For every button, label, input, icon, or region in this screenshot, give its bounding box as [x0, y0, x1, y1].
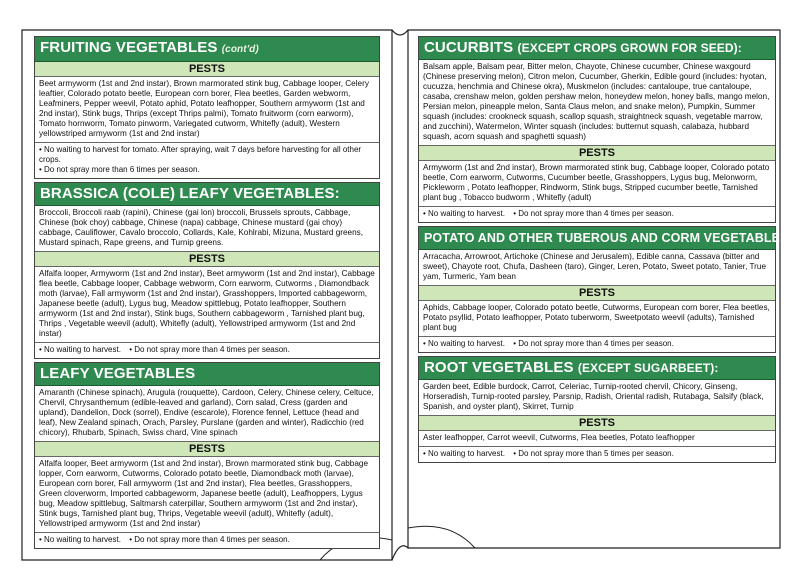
- note: • Do not spray more than 4 times per season.: [513, 339, 674, 348]
- pests-list: Armyworm (1st and 2nd instar), Brown marmorated stink bug, Cabbage looper, Colorado potato beetle, Corn earworm, Cutworms, Cucumber beetle, Grasshoppers, Lygus bug, Melonworm, Pickleworm , Potato leafhopper, Rindworm, Stink bugs, Stripped cucumber beetle, Tarnished plant bug , Tobacco budworm , Whitefly (adult): [419, 161, 775, 207]
- crop-list: Garden beet, Edible burdock, Carrot, Celeriac, Turnip-rooted chervil, Chicory, Ginseng, Horseradish, Turnip-rooted parsley, Parsnip, Radish, Oriental radish, Rutabaga, Salsify (black, Spanish, and oyster plant), Skirret, Turnip: [419, 380, 775, 416]
- crop-list: Balsam apple, Balsam pear, Bitter melon, Chayote, Chinese cucumber, Chinese waxgourd (Chinese preserving melon), Citron melon, Cucumber, Gherkin, Edible gourd (includes: hyotan, cucuzza, henchmia and Chinese okra), Muskmelon (includes: cantaloupe, true cantaloupe, casaba, crenshaw melon, golden pershaw melon, honeydew melon, honey balls, mango melon, Persian melon, pineapple melon, Santa Claus melon, and snake melon), Pumpkin, Summer squash (includes: crookneck squash, scallop squash, straightneck squash, vegetable marrow, and zucchini), Watermelon, Winter squash (includes: butternut squash, calabaza, hubbard squash, acorn squash and spaghetti squash): [419, 60, 775, 146]
- usage-notes: [419, 207, 775, 222]
- section-title: POTATO AND OTHER TUBEROUS AND CORM VEGETABLES:: [419, 227, 775, 250]
- pests-label: PESTS: [35, 252, 379, 267]
- note: • No waiting to harvest for tomato. After spraying, wait 7 days before harvesting for all other crops.: [39, 145, 362, 164]
- note: • No waiting to harvest.: [423, 449, 505, 458]
- spine-top: [392, 30, 408, 35]
- left-page: [34, 36, 380, 544]
- section-title: LEAFY VEGETABLES: [35, 363, 379, 386]
- note: • No waiting to harvest.: [39, 535, 121, 544]
- note: • No waiting to harvest.: [423, 209, 505, 218]
- note: • Do not spray more than 4 times per season.: [513, 209, 674, 218]
- usage-notes: [419, 447, 775, 462]
- pests-label: PESTS: [35, 62, 379, 77]
- note: • No waiting to harvest.: [423, 339, 505, 348]
- pests-list: Alfalfa looper, Armyworm (1st and 2nd instar), Beet armyworm (1st and 2nd instar), Cabbage flea beetle, Cabbage looper, Cabbage webworm, Corn earworm, Cutworms , Diamondback moth (larvae), Fall armyworm (1st and 2nd instar), Grasshoppers, Imported cabbageworm, Japanese beetle (adult), Lygus bug, Meadow spittlebug, Potato leafhopper, Southern armyworm (1st and 2nd instar), Stink bugs, Southern cabbageworm , Tarnished plant bug, Thrips , Vegetable weevil (adult), Whitefly (adult), Yellowstriped armyworm (1st and 2nd instar): [35, 267, 379, 343]
- right-page: [418, 36, 793, 476]
- crop-list: Broccoli, Broccoli raab (rapini), Chinese (gai lon) broccoli, Brussels sprouts, Cabbage, Chinese (bok choy) cabbage, Chinese (napa) cabbage, Chinese mustard (gai choy) cabbage, Cauliflower, Cavalo broccolo, Collards, Kale, Kohlrabi, Mizuna, Mustard greens, Mustard spinach, Rape greens, and Turnip greens.: [35, 206, 379, 252]
- note: • No waiting to harvest.: [39, 345, 121, 354]
- section-subtitle: (cont'd): [221, 44, 259, 55]
- note: • Do not spray more than 6 times per season.: [39, 165, 200, 174]
- pests-list: Aster leafhopper, Carrot weevil, Cutworms, Flea beetles, Potato leafhopper: [419, 431, 775, 447]
- brassica-leafy-vegetables-section: [34, 182, 380, 359]
- root-vegetables-section: [418, 356, 776, 463]
- crop-list: Amaranth (Chinese spinach), Arugula (rouquette), Cardoon, Celery, Chinese celery, Celtuce, Chervil, Chrysanthemum (edible-leaved and garland), Corn salad, Cress (garden and upland), Dandelion, Dock (sorrel), Endive (escarole), Florence fennel, Lettuce (head and leaf), New Zealand spinach, Orach, Parsley, Purslane (garden and winter), Radicchio (red chicory), Rhubarb, Spinach, Swiss chard, Vine spinach: [35, 386, 379, 442]
- fruiting-vegetables-section: [34, 36, 380, 179]
- usage-notes: [35, 343, 379, 358]
- usage-notes: [35, 143, 379, 178]
- crop-list: Arracacha, Arrowroot, Artichoke (Chinese and Jerusalem), Edible canna, Cassava (bitter and sweet), Chayote root, Chufa, Dasheen (taro), Ginger, Leren, Potato, Sweet potato, Tanier, True yam, Turmeric, Yam bean: [419, 250, 775, 286]
- note: • Do not spray more than 4 times per season.: [129, 345, 290, 354]
- cucurbits-section: [418, 36, 776, 223]
- section-subtitle: (EXCEPT CROPS GROWN FOR SEED):: [517, 41, 742, 55]
- usage-notes: [35, 533, 379, 548]
- pests-label: PESTS: [419, 416, 775, 431]
- section-title: ROOT VEGETABLES (EXCEPT SUGARBEET):: [419, 357, 775, 380]
- leafy-vegetables-section: [34, 362, 380, 549]
- section-title: FRUITING VEGETABLES (cont'd): [35, 37, 379, 62]
- spine-bottom: [392, 546, 408, 560]
- note: • Do not spray more than 5 times per season.: [513, 449, 674, 458]
- usage-notes: [419, 337, 775, 352]
- pests-list: Alfalfa looper, Beet armyworm (1st and 2nd instar), Brown marmorated stink bug, Cabbage lopper, Corn earworm, Cutworms, Colorado potato beetle, Diamondback moth (larvae), European corn borer, Fall armyworm (1st and 2nd instar), Flea beetles, Grasshoppers, Green cloverworm, Imported cabbageworm, Japanese beetle (adult), Leafhoppers, Lygus bug, Meadow spittlebug, Saltmarsh caterpillar, Southern armyworm (1st and 2nd instar), Stink bugs, Tarnished plant bug, Thrips, Vegetable weevil (adult), Whitefly (adult), Yellowstriped armyworm (1st and 2nd instar): [35, 457, 379, 533]
- pests-label: PESTS: [419, 286, 775, 301]
- pests-label: PESTS: [35, 442, 379, 457]
- section-title: CUCURBITS (EXCEPT CROPS GROWN FOR SEED):: [419, 37, 775, 60]
- pests-label: PESTS: [419, 146, 775, 161]
- pests-list: Beet armyworm (1st and 2nd instar), Brown marmorated stink bug, Cabbage looper, Celery leaftier, Colorado potato beetle, European corn borer, Flea beetles, Garden webworm, Leafminers, Pepper weevil, Potato aphid, Potato leafhopper, Southern armyworm (1st and 2nd instar), Stink bugs, Thrips (except Thrips palmi), Tomato fruitworm (corn earworm), Tomato hornworm, Tomato pinworm, Variegated cutworm, Whitefly (adult), Western yellowstriped armyworm (1st and 2nd instar): [35, 77, 379, 143]
- section-subtitle: (EXCEPT SUGARBEET):: [577, 361, 719, 375]
- section-title: BRASSICA (COLE) LEAFY VEGETABLES:: [35, 183, 379, 206]
- potato-tuberous-corm-section: [418, 226, 793, 353]
- pests-list: Aphids, Cabbage looper, Colorado potato beetle, Cutworms, European corn borer, Flea beetles, Potato psyllid, Potato leafhopper, Potato tuberworm, Sweetpotato weevil (adults), Tarnished plant bug: [419, 301, 775, 337]
- note: • Do not spray more than 4 times per season.: [129, 535, 290, 544]
